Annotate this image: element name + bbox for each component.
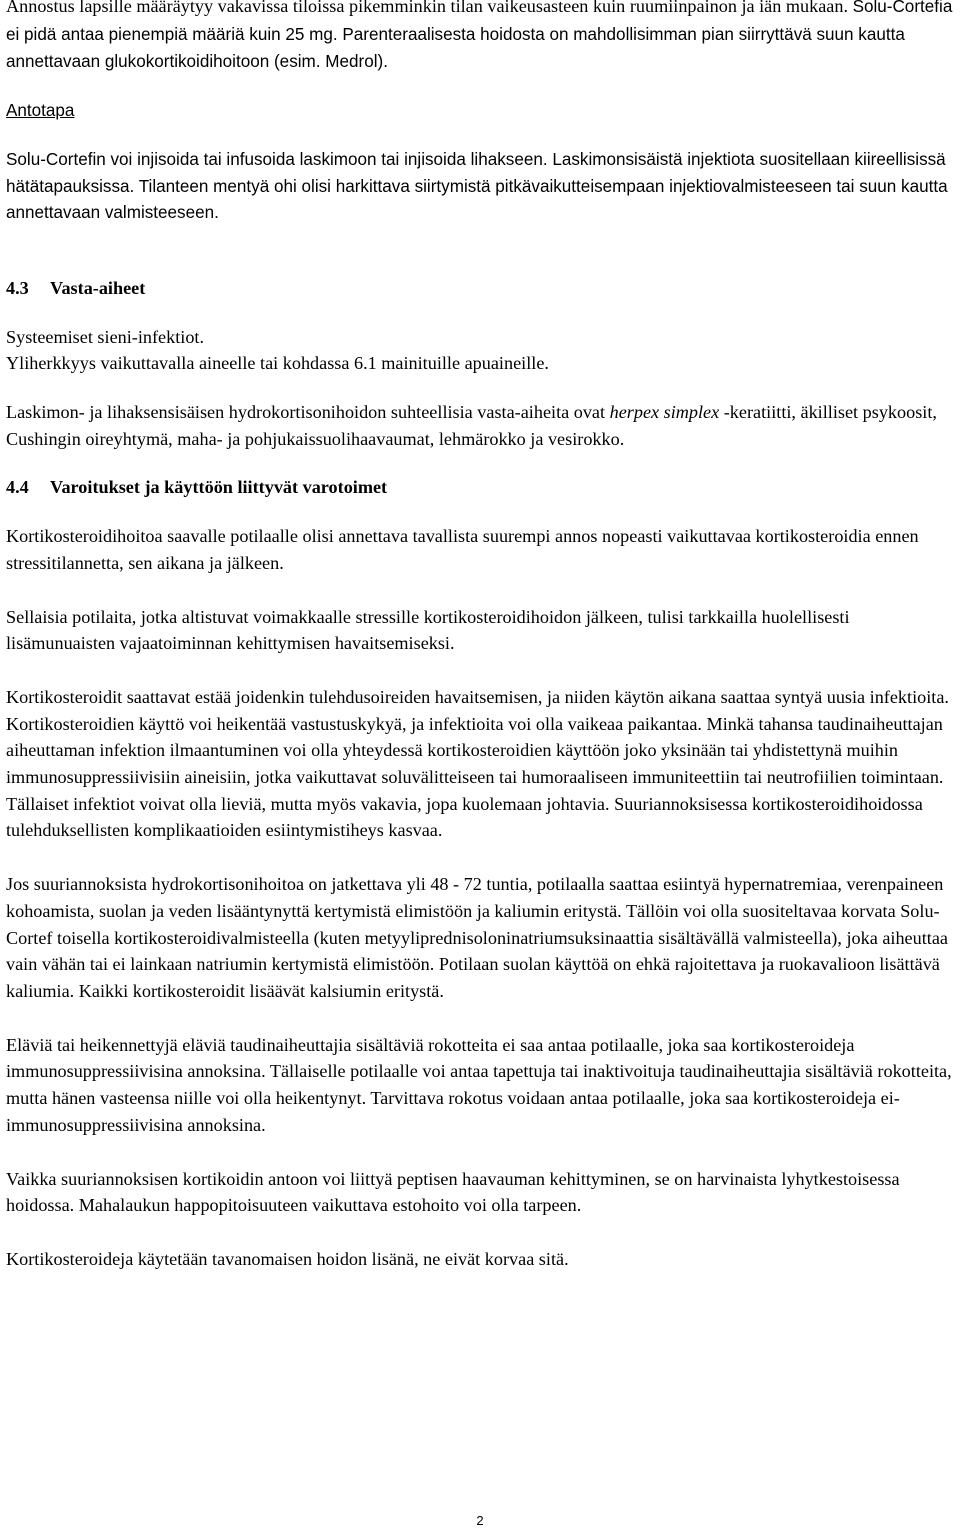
relative-text-1: Laskimon- ja lihaksensisäisen hydrokortisonihoidon suhteellisia vasta-aiheita ovat xyxy=(6,402,610,423)
page-number: 2 xyxy=(476,1513,484,1528)
contraindication-line-2: Yliherkkyys vaikuttavalla aineelle tai kohdassa 6.1 mainituille apuaineille. xyxy=(6,353,549,374)
intro-text-sans: Solu-Cortefia ei pidä antaa pienempiä määriä kuin 25 mg. Parenteraalisesta hoidosta on mahdollisimman pian siirryttävä suun kautta annettavaan glukokortikoidihoitoon (esim. Medrol). xyxy=(6,0,953,72)
section-4-4-title: Varoitukset ja käyttöön liittyvät varotoimet xyxy=(50,477,388,498)
warning-paragraph-7: Kortikosteroideja käytetään tavanomaisen hoidon lisänä, ne eivät korvaa sitä. xyxy=(6,1248,569,1269)
warning-paragraph-4: Jos suuriannoksista hydrokortisonihoitoa on jatkettava yli 48 - 72 tuntia, potilaalla saattaa esiintyä hypernatremiaa, verenpaineen kohoamista, suolan ja veden lisääntynyttä kertymistä elimistöön ja kaliumin eritystä. Tällöin voi olla suositeltavaa korvata Solu-Cortef toisella kortikosteroidivalmisteella (kuten metyyliprednisoloninatriumsuksinaattia sisältävällä valmisteella), joka aiheuttaa vain vähän tai ei lainkaan natriumin kertymistä elimistöön. Potilaan suolan käyttöä on ehkä rajoitettava ja ruokavalioon lisättävä kaliumia. Kaikki kortikosteroidit lisäävät kalsiumin eritystä. xyxy=(6,874,948,1001)
warning-paragraph-1: Kortikosteroidihoitoa saavalle potilaalle olisi annettava tavallista suurempi annos nopeasti vaikuttavaa kortikosteroidia ennen stressitilannetta, sen aikana ja jälkeen. xyxy=(6,526,919,573)
warning-paragraph-6: Vaikka suuriannoksisen kortikoidin antoon voi liittyä peptisen haavauman kehittyminen, se on harvinaista lyhytkestoisessa hoidossa. Mahalaukun happopitoisuuteen vaikuttava estohoito voi olla tarpeen. xyxy=(6,1168,900,1216)
warning-paragraph-3: Kortikosteroidit saattavat estää joidenkin tulehdusoireiden havaitsemisen, ja niiden käytön aikana saattaa syntyä uusia infektioita. Kortikosteroidien käyttö voi heikentää vastustuskykyä, ja infektioita voi olla vaikeaa paikantaa. Minkä tahansa taudinaiheuttajan aiheuttaman infektion ilmaantuminen voi olla yhteydessä kortikosteroidien käyttöön joko yksinään tai yhdistettynä muihin immunosuppressiivisiin aineisiin, jotka vaikuttavat soluvälitteiseen tai humoraaliseen immuniteettiin tai neutrofiilien toimintaan. Tällaiset infektiot voivat olla lieviä, mutta myös vakavia, jopa kuolemaan johtavia. Suuriannoksisessa kortikosteroidihoidossa tulehduksellisten komplikaatioiden esiintymistiheys kasvaa. xyxy=(6,686,949,841)
antotapa-heading: Antotapa xyxy=(6,101,75,121)
relative-text-2: -keratiitti, äkilliset psykoosit, Cushingin oireyhtymä, maha- ja pohjukaissuolihaavaumat, lehmärokko ja vesirokko. xyxy=(6,402,937,449)
antotapa-paragraph: Solu-Cortefin voi injisoida tai infusoida laskimoon tai injisoida lihakseen. Laskimonsisäistä injektiota suositellaan kiireellisissä hätätapauksissa. Tilanteen mentyä ohi olisi harkittava siirtymistä pitkävaikutteisempaan injektiovalmisteeseen tai suun kautta annettavaan valmisteeseen. xyxy=(6,149,948,223)
section-4-3-number: 4.3 xyxy=(6,277,29,298)
document-page xyxy=(6,0,956,1273)
intro-text-serif: Annostus lapsille määräytyy vakavissa tiloissa pikemminkin tilan vaikeusasteen kuin ruumiinpainon ja iän mukaan. xyxy=(6,0,853,16)
section-4-3-title: Vasta-aiheet xyxy=(50,277,146,298)
contraindication-relative-paragraph xyxy=(6,399,956,452)
contraindication-line-1: Systeemiset sieni-infektiot. xyxy=(6,326,205,347)
warning-paragraph-5: Eläviä tai heikennettyjä eläviä taudinaiheuttajia sisältäviä rokotteita ei saa antaa potilaalle, joka saa kortikosteroideja immunosuppressiivisina annoksina. Tällaiselle potilaalle voi antaa tapettuja tai inaktivoituja taudinaiheuttajia sisältäviä rokotteita, mutta hänen vasteensa niille voi olla heikentynyt. Tarvittava rokotus voidaan antaa potilaalle, joka saa kortikosteroideja ei-immunosuppressiivisina annoksina. xyxy=(6,1034,952,1135)
section-4-4-heading xyxy=(6,474,956,501)
warning-paragraph-2: Sellaisia potilaita, jotka altistuvat voimakkaalle stressille kortikosteroidihoidon jälkeen, tulisi tarkkailla huolellisesti lisämunuaisten vajaatoiminnan kehittymisen havaitsemiseksi. xyxy=(6,606,850,654)
herpes-simplex-italic: herpex simplex xyxy=(609,402,720,423)
intro-paragraph xyxy=(6,0,956,76)
section-4-4-number: 4.4 xyxy=(6,477,29,498)
section-4-3-heading xyxy=(6,275,956,302)
